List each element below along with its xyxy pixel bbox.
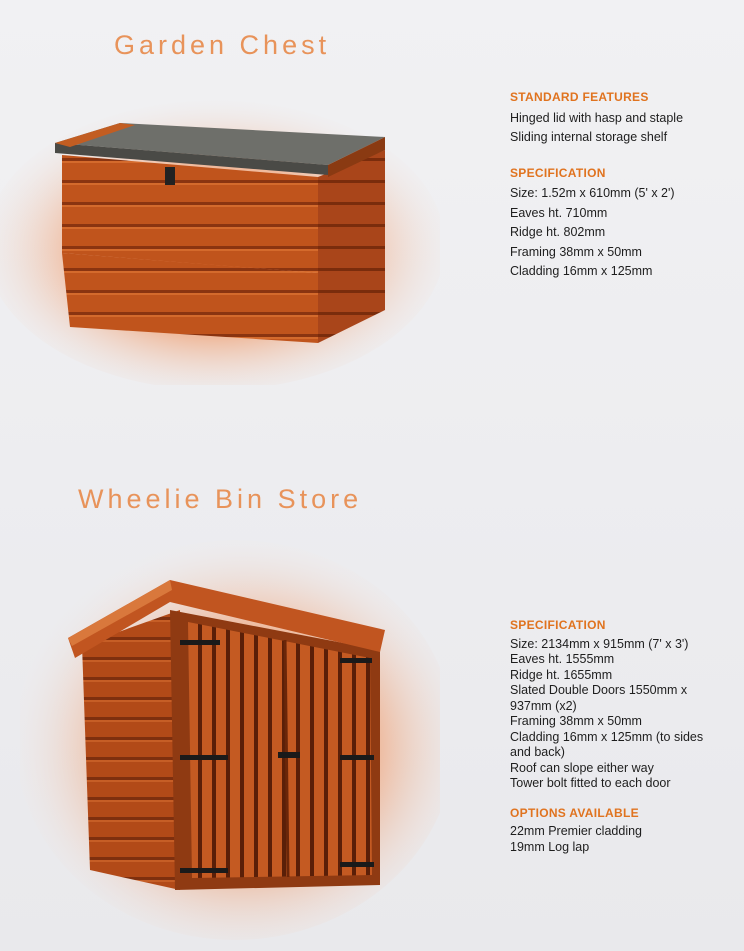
option-line: 19mm Log lap: [510, 839, 590, 854]
specification-heading: SPECIFICATION: [510, 165, 606, 180]
spec-line: Cladding 16mm x 125mm (to sides and back): [510, 729, 704, 759]
garden-chest-title: Garden Chest: [114, 30, 331, 60]
spec-line: Ridge ht. 802mm: [510, 225, 606, 239]
garden-chest-specs: [510, 88, 735, 282]
spec-line: Framing 38mm x 50mm: [510, 244, 642, 259]
spec-line: Ridge ht. 1655mm: [510, 667, 613, 682]
spec-line: Roof can slope either way: [510, 760, 654, 775]
specification-heading: SPECIFICATION: [510, 618, 606, 632]
options-heading: OPTIONS AVAILABLE: [510, 805, 639, 820]
wheelie-bin-store-image: [20, 540, 440, 940]
spec-line: Slated Double Doors 1550mm x 937mm (x2): [510, 683, 688, 713]
feature-line: Hinged lid with hasp and staple: [510, 110, 684, 125]
spec-line: Eaves ht. 1555mm: [510, 652, 615, 666]
spec-line: Cladding 16mm x 125mm: [510, 264, 653, 278]
feature-line: Sliding internal storage shelf: [510, 130, 668, 144]
spec-line: Tower bolt fitted to each door: [510, 776, 671, 790]
spec-line: Framing 38mm x 50mm: [510, 714, 642, 728]
option-line: 22mm Premier cladding: [510, 824, 642, 838]
garden-chest-image: [0, 95, 440, 385]
spec-line: Size: 2134mm x 915mm (7' x 3'): [510, 636, 689, 651]
spec-line: Eaves ht. 710mm: [510, 205, 608, 220]
wheelie-bin-store-specs: [510, 618, 735, 855]
wheelie-bin-store-title: Wheelie Bin Store: [78, 484, 363, 514]
spec-line: Size: 1.52m x 610mm (5' x 2'): [510, 186, 675, 200]
features-heading: STANDARD FEATURES: [510, 90, 649, 104]
